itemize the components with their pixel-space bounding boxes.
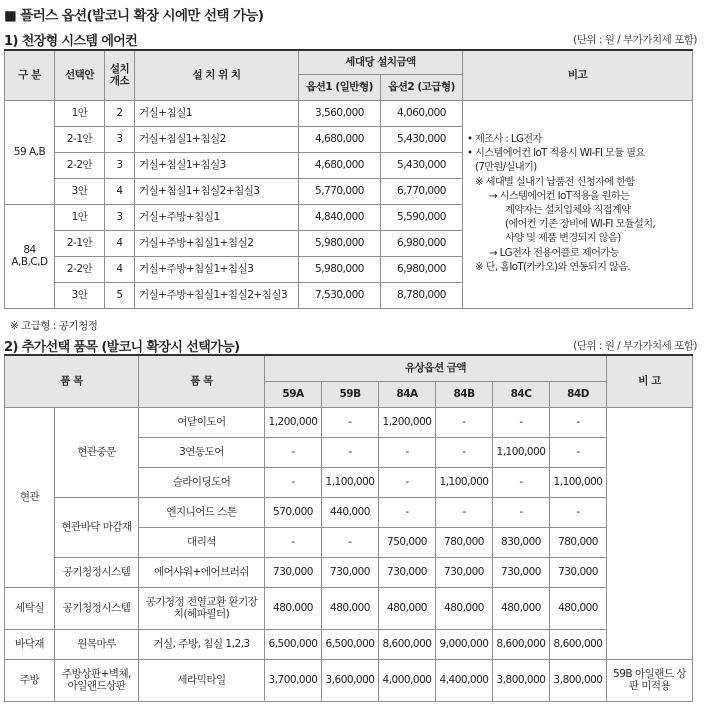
- header-item2: 품 목: [139, 355, 265, 407]
- section2-unit: (단위 : 원 / 부가가치세 포함): [573, 340, 697, 352]
- price-cell: 730,000: [550, 557, 607, 587]
- location-cell: 거실+침실1: [135, 100, 299, 126]
- price-cell: 730,000: [493, 557, 550, 587]
- price-cell: -: [550, 407, 607, 437]
- price-cell: -: [493, 407, 550, 437]
- price-cell: 8,600,000: [493, 629, 550, 659]
- price-cell: 1,100,000: [322, 467, 379, 497]
- remark-line: • 시스템에어컨 IoT 적용시 WI-FI 모듈 필요: [467, 148, 645, 160]
- opt2-cell: 8,780,000: [381, 282, 463, 308]
- header-type-84c: 84C: [493, 381, 550, 407]
- price-cell: 730,000: [436, 557, 493, 587]
- category-cell: 현관: [5, 407, 55, 587]
- price-cell: -: [550, 437, 607, 467]
- table-row: [5, 407, 693, 437]
- count-cell: 3: [105, 152, 135, 178]
- count-cell: 3: [105, 204, 135, 230]
- header-option1: 옵션1 (일반형): [299, 74, 381, 100]
- aircon-table: [4, 49, 693, 309]
- table-row: [5, 587, 693, 629]
- price-cell: 4,000,000: [379, 659, 436, 701]
- price-cell: 9,000,000: [436, 629, 493, 659]
- category-cell: 주방: [5, 659, 55, 701]
- location-cell: 거실+침실1+침실3: [135, 152, 299, 178]
- count-cell: 4: [105, 230, 135, 256]
- price-cell: -: [322, 437, 379, 467]
- price-cell: 1,200,000: [265, 407, 322, 437]
- section2-title: 2) 추가선택 품목 (발코니 확장시 선택가능): [4, 340, 240, 355]
- price-cell: -: [322, 527, 379, 557]
- remark-line: ※ 세대별 실내기 납품전 신청자에 한함: [475, 176, 635, 188]
- option-cell: 3안: [55, 178, 105, 204]
- option-cell: 1안: [55, 100, 105, 126]
- price-cell: 3,800,000: [493, 659, 550, 701]
- location-cell: 거실+주방+침실1+침실3: [135, 256, 299, 282]
- location-cell: 거실+주방+침실1+침실2+침실3: [135, 282, 299, 308]
- option-cell: 2-2안: [55, 256, 105, 282]
- type-cell: 84 A,B,C,D: [5, 204, 55, 308]
- opt2-cell: 6,770,000: [381, 178, 463, 204]
- price-cell: 8,600,000: [379, 629, 436, 659]
- category-cell: 세탁실: [5, 587, 55, 629]
- item-cell: 에어샤워+에어브러쉬: [139, 557, 265, 587]
- item-cell: 3연동도어: [139, 437, 265, 467]
- section1-title: 1) 천장형 시스템 에어컨: [4, 34, 138, 49]
- price-cell: 3,700,000: [265, 659, 322, 701]
- opt1-cell: 4,680,000: [299, 152, 381, 178]
- opt1-cell: 4,840,000: [299, 204, 381, 230]
- price-cell: 6,500,000: [265, 629, 322, 659]
- subcategory-cell: 공기청정시스템: [55, 587, 139, 629]
- remark-line: (7만원/실내기): [475, 162, 537, 174]
- remark-line: 사양 및 제품 변경되지 않음): [505, 233, 621, 245]
- option-cell: 2-1안: [55, 230, 105, 256]
- section1-unit: (단위 : 원 / 부가가치세 포함): [573, 34, 697, 46]
- price-cell: 480,000: [436, 587, 493, 629]
- opt2-cell: 5,590,000: [381, 204, 463, 230]
- price-cell: 1,200,000: [379, 407, 436, 437]
- option-cell: 3안: [55, 282, 105, 308]
- subcategory-cell: 공기청정시스템: [55, 557, 139, 587]
- price-cell: 4,400,000: [436, 659, 493, 701]
- price-cell: 830,000: [493, 527, 550, 557]
- count-cell: 4: [105, 256, 135, 282]
- price-cell: -: [550, 497, 607, 527]
- header-type-84a: 84A: [379, 381, 436, 407]
- price-cell: -: [379, 497, 436, 527]
- price-cell: 570,000: [265, 497, 322, 527]
- count-cell: 2: [105, 100, 135, 126]
- table-row: [5, 497, 693, 527]
- price-cell: 3,800,000: [550, 659, 607, 701]
- item-cell: 대리석: [139, 527, 265, 557]
- opt1-cell: 3,560,000: [299, 100, 381, 126]
- option-cell: 2-1안: [55, 126, 105, 152]
- opt2-cell: 6,980,000: [381, 256, 463, 282]
- price-cell: -: [493, 467, 550, 497]
- location-cell: 거실+침실1+침실2+침실3: [135, 178, 299, 204]
- opt1-cell: 5,980,000: [299, 256, 381, 282]
- price-cell: -: [493, 497, 550, 527]
- location-cell: 거실+주방+침실1: [135, 204, 299, 230]
- price-cell: 440,000: [322, 497, 379, 527]
- price-cell: 1,100,000: [493, 437, 550, 467]
- table-row: [5, 629, 693, 659]
- price-cell: 480,000: [265, 587, 322, 629]
- header-type-84b: 84B: [436, 381, 493, 407]
- header-type-84d: 84D: [550, 381, 607, 407]
- table-row: [5, 100, 693, 126]
- remark-line: • 제조사 : LG전자: [467, 133, 542, 145]
- header-remarks: 비고: [463, 50, 693, 100]
- price-cell: -: [379, 467, 436, 497]
- item-cell: 거실, 주방, 침실 1,2,3: [139, 629, 265, 659]
- price-cell: 480,000: [493, 587, 550, 629]
- price-cell: 1,100,000: [436, 467, 493, 497]
- remark-line: → 시스템에어컨 IoT적용을 원하는: [489, 190, 630, 202]
- header-type-59b: 59B: [322, 381, 379, 407]
- header-paid-amount: 유상옵션 금액: [265, 355, 607, 381]
- price-cell: 6,500,000: [322, 629, 379, 659]
- header-count: 설치 개소: [105, 50, 135, 100]
- subcategory-cell: 원목마루: [55, 629, 139, 659]
- location-cell: 거실+주방+침실1+침실2: [135, 230, 299, 256]
- price-cell: 480,000: [379, 587, 436, 629]
- header-amount: 세대당 설치금액: [299, 50, 463, 74]
- price-cell: 730,000: [265, 557, 322, 587]
- price-cell: 730,000: [379, 557, 436, 587]
- location-cell: 거실+침실1+침실2: [135, 126, 299, 152]
- opt1-cell: 7,530,000: [299, 282, 381, 308]
- price-cell: 750,000: [379, 527, 436, 557]
- price-cell: 8,600,000: [550, 629, 607, 659]
- remarks-cell: [607, 407, 693, 659]
- price-cell: -: [265, 437, 322, 467]
- price-cell: 1,100,000: [550, 467, 607, 497]
- subcategory-cell: 현관중문: [55, 407, 139, 497]
- count-cell: 5: [105, 282, 135, 308]
- opt1-cell: 5,770,000: [299, 178, 381, 204]
- opt2-cell: 4,060,000: [381, 100, 463, 126]
- header-remarks2: 비 고: [607, 355, 693, 407]
- remark-cell: 59B 아일랜드 상판 미적용: [607, 659, 693, 701]
- price-cell: -: [436, 407, 493, 437]
- remark-line: → LG전자 전용어플로 제어가능: [489, 247, 619, 259]
- item-cell: 엔지니어드 스톤: [139, 497, 265, 527]
- price-cell: -: [265, 527, 322, 557]
- item-cell: 여닫이도어: [139, 407, 265, 437]
- price-cell: 480,000: [550, 587, 607, 629]
- price-cell: -: [436, 497, 493, 527]
- table-row: [5, 557, 693, 587]
- item-cell: 세라믹타일: [139, 659, 265, 701]
- type-cell: 59 A,B: [5, 100, 55, 204]
- page-title: ■ 플러스 옵션(발코니 확장 시에만 선택 가능): [4, 8, 264, 24]
- price-cell: -: [379, 437, 436, 467]
- remark-line: ※ 단, 홈IoT(카카오)와 연동되지 않음.: [475, 261, 631, 273]
- subcategory-cell: 현관바닥 마감재: [55, 497, 139, 557]
- item-cell: 슬라이딩도어: [139, 467, 265, 497]
- remark-line: (에어컨 기존 장비에 WI-FI 모듈설치,: [505, 219, 656, 231]
- count-cell: 4: [105, 178, 135, 204]
- price-cell: 780,000: [550, 527, 607, 557]
- remark-line: 계약자는 설치업체와 직접계약: [505, 205, 631, 216]
- category-cell: 바닥재: [5, 629, 55, 659]
- header-type: 구 분: [5, 50, 55, 100]
- header-type-59a: 59A: [265, 381, 322, 407]
- header-location: 설 치 위 치: [135, 50, 299, 100]
- remarks-cell: [463, 100, 693, 308]
- header-option: 선택안: [55, 50, 105, 100]
- price-cell: -: [436, 437, 493, 467]
- price-cell: 480,000: [322, 587, 379, 629]
- opt1-cell: 5,980,000: [299, 230, 381, 256]
- header-item: 품 목: [5, 355, 139, 407]
- price-cell: 3,600,000: [322, 659, 379, 701]
- subcategory-cell: 주방상판+벽체, 아일랜드상판: [55, 659, 139, 701]
- price-cell: -: [265, 467, 322, 497]
- extra-options-table: [4, 354, 693, 702]
- section1-footnote: ※ 고급형 : 공기청정: [10, 320, 98, 332]
- option-cell: 1안: [55, 204, 105, 230]
- option-cell: 2-2안: [55, 152, 105, 178]
- table-row: [5, 659, 693, 701]
- price-cell: -: [322, 407, 379, 437]
- header-option2: 옵션2 (고급형): [381, 74, 463, 100]
- count-cell: 3: [105, 126, 135, 152]
- item-cell: 공기청정 전열교환 환기장치(헤파필터): [139, 587, 265, 629]
- price-cell: 730,000: [322, 557, 379, 587]
- opt2-cell: 5,430,000: [381, 126, 463, 152]
- opt1-cell: 4,680,000: [299, 126, 381, 152]
- price-cell: 780,000: [436, 527, 493, 557]
- opt2-cell: 6,980,000: [381, 230, 463, 256]
- opt2-cell: 5,430,000: [381, 152, 463, 178]
